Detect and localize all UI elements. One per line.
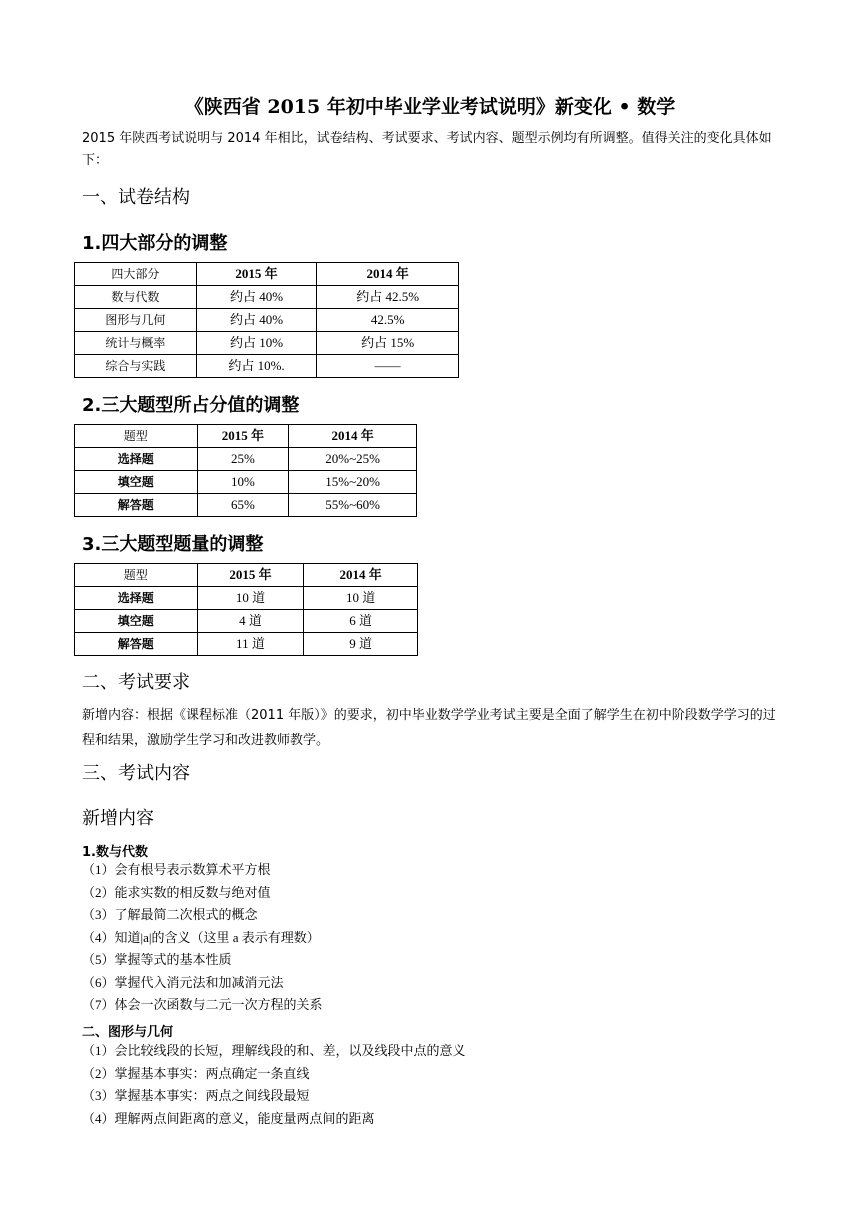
- subsection-heading-question-count: 3.三大题型题量的调整: [82, 534, 264, 555]
- table-score-share: [74, 424, 417, 517]
- table-cell: 约占 40%: [196, 286, 317, 309]
- table-cell: 统计与概率: [75, 332, 197, 355]
- table-cell: 65%: [197, 494, 289, 517]
- table-row: [75, 587, 418, 610]
- table-row: [75, 332, 459, 355]
- table-header-cell: 2014 年: [289, 425, 417, 448]
- table-cell: 4 道: [197, 610, 304, 633]
- table-cell: 约占 10%.: [196, 355, 317, 378]
- table-cell: 10%: [197, 471, 289, 494]
- list-item: （4）知道|a|的含义（这里 a 表示有理数）: [82, 929, 320, 945]
- geometry-list: [82, 1040, 466, 1130]
- table-header-cell: 2015 年: [197, 425, 289, 448]
- table-cell: 数与代数: [75, 286, 197, 309]
- table-row: [75, 448, 417, 471]
- table-header-row: [75, 263, 459, 286]
- list-item: （3）了解最简二次根式的概念: [82, 907, 258, 922]
- list-item: （2）能求实数的相反数与绝对值: [82, 884, 271, 900]
- table-cell: 图形与几何: [75, 309, 197, 332]
- table-row: [75, 355, 459, 378]
- table-row: [75, 286, 459, 309]
- table-row: [75, 610, 418, 633]
- table-cell: 9 道: [304, 633, 418, 656]
- table-header-row: [75, 425, 417, 448]
- table-row: [75, 309, 459, 332]
- table-cell: 约占 40%: [196, 309, 317, 332]
- table-cell: 20%~25%: [289, 448, 417, 471]
- table-cell: 25%: [197, 448, 289, 471]
- list-item: （3）掌握基本事实：两点之间线段最短: [82, 1088, 310, 1103]
- table-cell: 10 道: [197, 587, 304, 610]
- table-cell: 解答题: [75, 494, 198, 517]
- table-cell: 综合与实践: [75, 355, 197, 378]
- table-cell: ——: [317, 355, 459, 378]
- subsection-heading-four-parts: 1.四大部分的调整: [82, 233, 228, 254]
- algebra-list: [82, 859, 323, 1017]
- table-header-cell: 2014 年: [317, 263, 459, 286]
- table-cell: 11 道: [197, 633, 304, 656]
- table-header-cell: 题型: [75, 425, 198, 448]
- table-cell: 填空题: [75, 471, 198, 494]
- intro-paragraph: 2015 年陕西考试说明与 2014 年相比，试卷结构、考试要求、考试内容、题型示例均有所调整。值得关注的变化具体如下：: [82, 131, 772, 168]
- table-cell: 填空题: [75, 610, 198, 633]
- table-four-parts: [74, 262, 459, 378]
- table-row: [75, 494, 417, 517]
- list-item: （2）掌握基本事实：两点确定一条直线: [82, 1065, 310, 1081]
- table-cell: 约占 10%: [196, 332, 317, 355]
- requirement-paragraph: 新增内容：根据《课程标准（2011 年版）》的要求，初中毕业数学学业考试主要是全面了解学生在初中阶段数学学习的过程和结果，激励学生学习和改进教师教学。: [82, 708, 776, 748]
- table-question-count: [74, 563, 418, 656]
- table-row: [75, 633, 418, 656]
- table-cell: 解答题: [75, 633, 198, 656]
- list-item: （5）掌握等式的基本性质: [82, 952, 232, 967]
- table-header-cell: 题型: [75, 564, 198, 587]
- list-item: （7）体会一次函数与二元一次方程的关系: [82, 997, 323, 1012]
- table-cell: 选择题: [75, 448, 198, 471]
- subsection-heading-score-share: 2.三大题型所占分值的调整: [82, 395, 300, 416]
- list-item: （1）会有根号表示数算术平方根: [82, 862, 271, 877]
- table-cell: 42.5%: [317, 309, 459, 332]
- list-item: （6）掌握代入消元法和加减消元法: [82, 974, 284, 990]
- algebra-heading: 1.数与代数: [82, 845, 148, 860]
- table-cell: 10 道: [304, 587, 418, 610]
- table-cell: 6 道: [304, 610, 418, 633]
- geometry-heading: 二、图形与几何: [82, 1025, 174, 1040]
- list-item: （4）理解两点间距离的意义，能度量两点间的距离: [82, 1110, 375, 1126]
- section-heading-content: 三、考试内容: [82, 763, 190, 784]
- table-cell: 约占 15%: [317, 332, 459, 355]
- table-header-cell: 2014 年: [304, 564, 418, 587]
- list-item: （1）会比较线段的长短，理解线段的和、差，以及线段中点的意义: [82, 1043, 466, 1058]
- table-cell: 15%~20%: [289, 471, 417, 494]
- table-header-cell: 2015 年: [197, 564, 304, 587]
- table-cell: 选择题: [75, 587, 198, 610]
- section-heading-requirements: 二、考试要求: [82, 672, 190, 693]
- table-cell: 55%~60%: [289, 494, 417, 517]
- table-header-row: [75, 564, 418, 587]
- table-header-cell: 2015 年: [196, 263, 317, 286]
- table-header-cell: 四大部分: [75, 263, 197, 286]
- table-cell: 约占 42.5%: [317, 286, 459, 309]
- document-title: 《陕西省 2015 年初中毕业学业考试说明》新变化 • 数学: [184, 96, 676, 118]
- table-row: [75, 471, 417, 494]
- new-content-heading: 新增内容: [82, 808, 154, 829]
- section-heading-structure: 一、试卷结构: [82, 187, 190, 208]
